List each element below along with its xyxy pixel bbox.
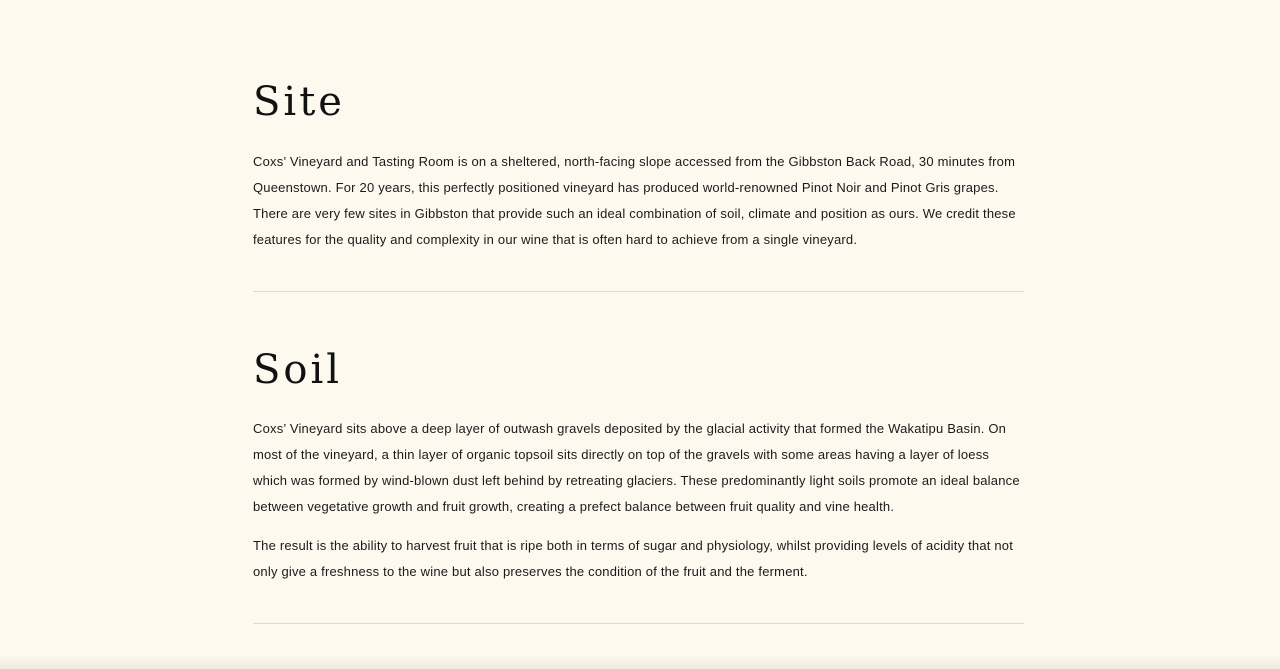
site-paragraph: Coxs’ Vineyard and Tasting Room is on a sheltered, north-facing slope accessed from the Gibbston Back Road, 30 minutes from Queenstown. For 20 years, this perfectly positioned vineyard has produced world-renowned Pinot Noir and Pinot Gris grapes. There are very few sites in Gibbston that provide such an ideal combination of soil, climate and position as ours. We credit these features for the quality and complexity in our wine that is often hard to achieve from a single vineyard. <box>253 154 1016 247</box>
soil-paragraph-1: Coxs’ Vineyard sits above a deep layer of outwash gravels deposited by the glacial activity that formed the Wakatipu Basin. On most of the vineyard, a thin layer of organic topsoil sits directly on top of the gravels with some areas having a layer of loess which was formed by wind-blown dust left behind by retreating glaciers. These predominantly light soils promote an ideal balance between vegetative growth and fruit growth, creating a prefect balance between fruit quality and vine health. <box>253 421 1020 514</box>
section-divider <box>253 623 1024 624</box>
section-divider <box>253 291 1024 292</box>
bottom-shadow <box>0 655 1280 669</box>
soil-heading: Soil <box>253 347 343 393</box>
soil-paragraph-2: The result is the ability to harvest fruit that is ripe both in terms of sugar and physiology, whilst providing levels of acidity that not only give a freshness to the wine but also preserves the condition of the fruit and the ferment. <box>253 538 1014 579</box>
site-heading: Site <box>253 79 345 125</box>
